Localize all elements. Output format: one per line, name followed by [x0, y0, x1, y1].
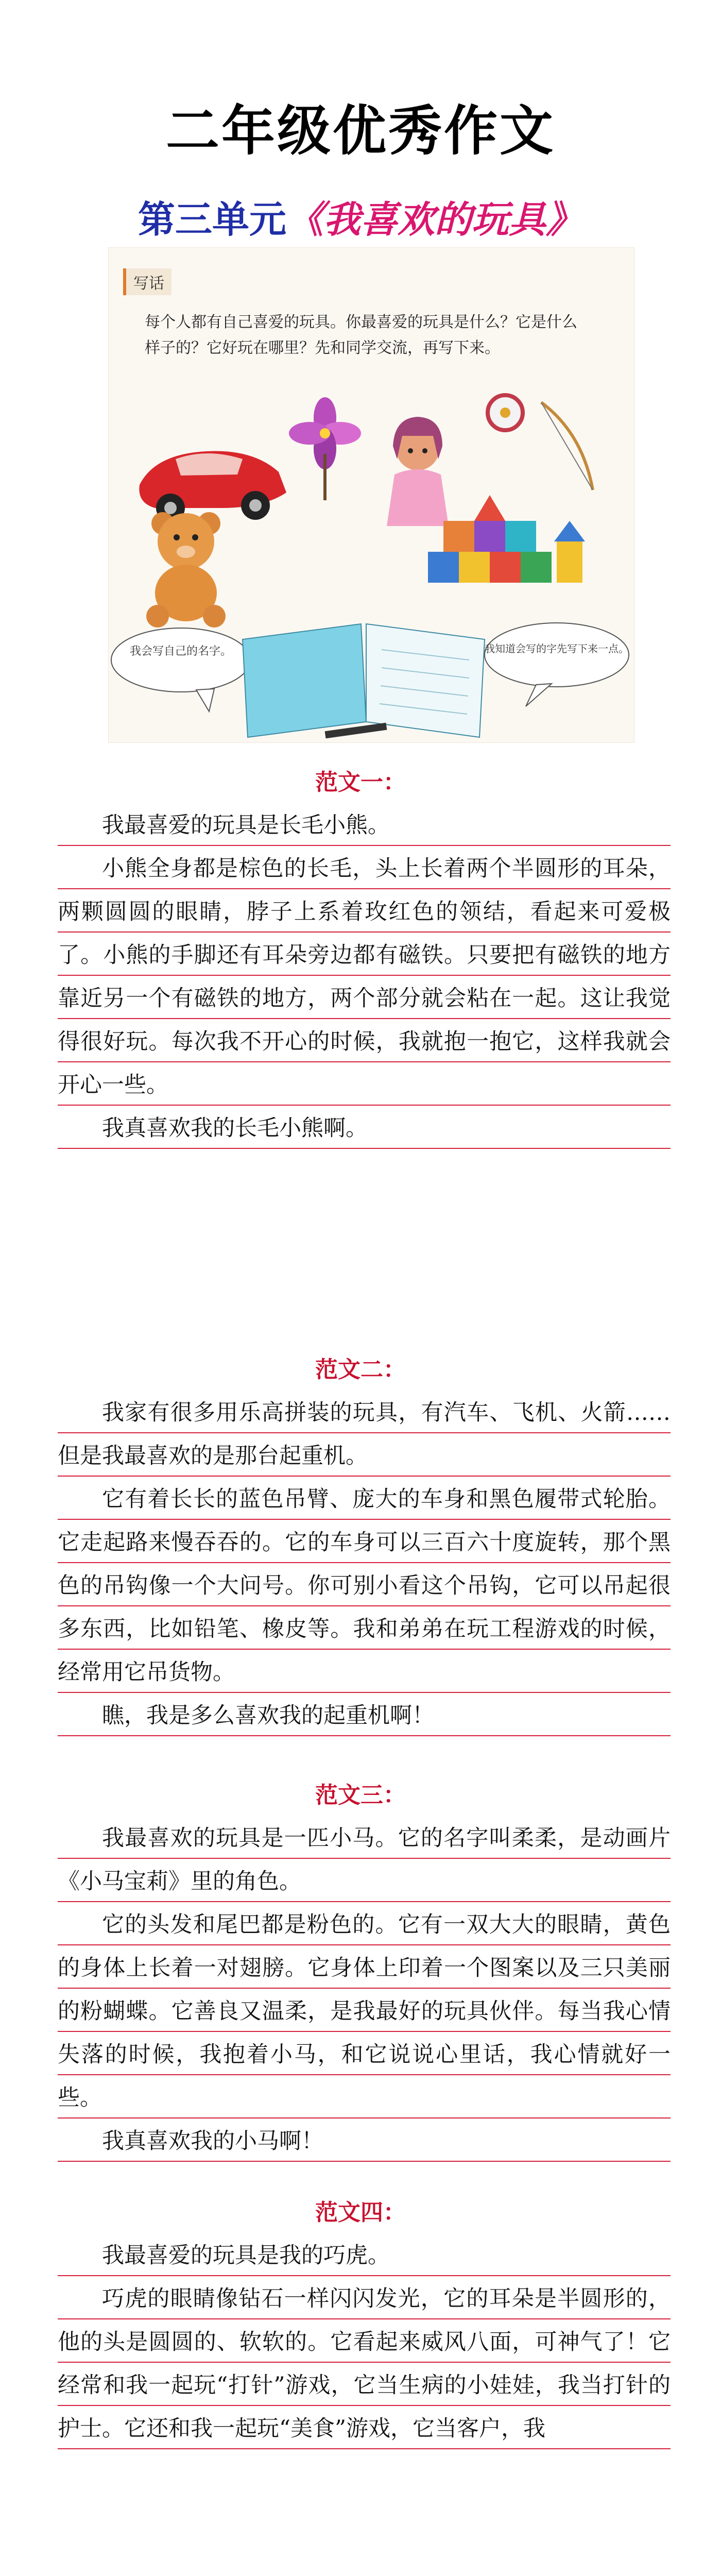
essay-1-heading: 范文一： [315, 769, 406, 795]
toy-car-icon [139, 451, 286, 523]
essay-3-body [58, 1817, 671, 2163]
yoyo-icon [488, 395, 523, 430]
essay-3-paragraph: 我最喜欢的玩具是一匹小马。它的名字叫柔柔，是动画片《小马宝莉》里的角色。 [58, 1817, 671, 1903]
speech-bubble-right [485, 623, 629, 706]
building-blocks-icon [428, 495, 585, 583]
essay-4-heading: 范文四： [315, 2199, 406, 2226]
essay-4-paragraph: 巧虎的眼睛像钻石一样闪闪发光，它的耳朵是半圆形的，他的头是圆圆的、软软的。它看起来威风八面，可神气了！它经常和我一起玩“打针”游戏，它当生病的小娃娃，我当打针的护士。它还和我一起玩“美食”游戏，它当客户，我 [58, 2277, 671, 2450]
page-title: 二年级优秀作文 [165, 99, 555, 162]
bubble-right-text: 我知道会写的字先写下来一点。 [485, 642, 629, 655]
essay-1-body [58, 804, 671, 1150]
essay-2-paragraph: 瞧，我是多么喜欢我的起重机啊！ [58, 1694, 671, 1737]
essay-4-paragraph: 我最喜爱的玩具是我的巧虎。 [58, 2234, 671, 2277]
essay-2-paragraph: 它有着长长的蓝色吊臂、庞大的车身和黑色履带式轮胎。它走起路来慢吞吞的。它的车身可以三百六十度旋转，那个黑色的吊钩像一个大问号。你可别小看这个吊钩，它可以吊起很多东西，比如铅笔、橡皮等。我和弟弟在玩工程游戏的时候，经常用它吊货物。 [58, 1478, 671, 1694]
essay-3-heading: 范文三： [315, 1782, 406, 1808]
writing-prompt: 每个人都有自己喜爱的玩具。你最喜爱的玩具是什么？它是什么样子的？它好玩在哪里？先和同学交流，再写下来。 [145, 313, 577, 357]
open-book-icon [243, 624, 485, 738]
essay-1-paragraph: 我真喜欢我的长毛小熊啊。 [58, 1107, 671, 1150]
pinwheel-icon [289, 397, 361, 500]
bubble-left-text: 我会写自己的名字。 [129, 645, 232, 658]
essay-2-body [58, 1391, 671, 1737]
essay-1-paragraph: 我最喜爱的玩具是长毛小熊。 [58, 804, 671, 847]
essay-3-paragraph: 它的头发和尾巴都是粉色的。它有一双大大的眼睛，黄色的身体上长着一对翅膀。它身体上印着一个图案以及三只美丽的粉蝴蝶。它善良又温柔，是我最好的玩具伙伴。每当我心情失落的时候，我抱着小马，和它说说心里话，我心情就好一些。 [58, 1903, 671, 2120]
essay-1-paragraph: 小熊全身都是棕色的长毛，头上长着两个半圆形的耳朵，两颗圆圆的眼睛，脖子上系着玫红色的领结，看起来可爱极了。小熊的手脚还有耳朵旁边都有磁铁。只要把有磁铁的地方靠近另一个有磁铁的地方，两个部分就会粘在一起。这让我觉得很好玩。每次我不开心的时候，我就抱一抱它，这样我就会开心一些。 [58, 847, 671, 1107]
unit-title [0, 190, 721, 243]
doll-icon [387, 417, 449, 526]
teddy-bear-icon [146, 512, 226, 628]
unit-topic: 《我喜欢的玩具》 [286, 198, 583, 241]
toys-illustration [109, 382, 634, 742]
writing-tag: 写话 [123, 268, 171, 295]
textbook-illustration [108, 247, 634, 743]
essay-2-heading: 范文二： [315, 1357, 406, 1383]
essay-4-body [58, 2234, 671, 2450]
essay-2-paragraph: 我家有很多用乐高拼装的玩具，有汽车、飞机、火箭……但是我最喜欢的是那台起重机。 [58, 1391, 671, 1478]
unit-prefix: 第三单元 [138, 198, 286, 241]
speech-bubble-left [111, 628, 250, 711]
bow-icon [541, 402, 593, 490]
essay-3-paragraph: 我真喜欢我的小马啊！ [58, 2120, 671, 2163]
